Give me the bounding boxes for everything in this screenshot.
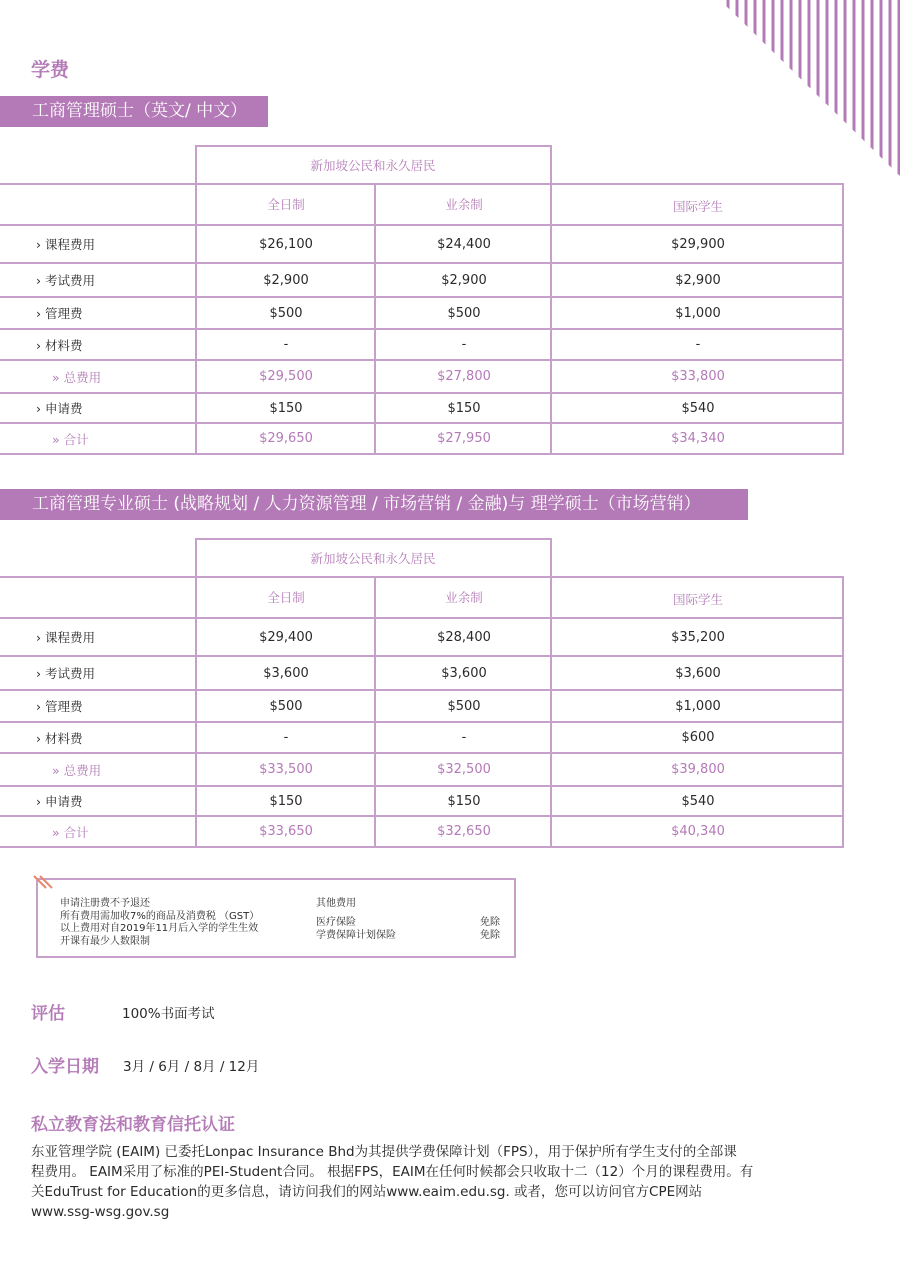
fee-cell: $2,900 xyxy=(263,272,309,288)
assessment-value: 100%书面考试 xyxy=(122,1006,215,1022)
fee-cell: $2,900 xyxy=(441,272,487,288)
fee-cell: - xyxy=(283,730,289,745)
fee-cell: $32,650 xyxy=(437,824,491,839)
intake-value: 3月 / 6月 / 8月 / 12月 xyxy=(123,1059,260,1075)
notes-box xyxy=(36,878,516,958)
note-line: 申请注册费不予退还 xyxy=(60,898,150,909)
fee-cell: $150 xyxy=(447,793,481,809)
notes-accent-icon xyxy=(32,874,58,894)
table-total-row xyxy=(0,424,844,453)
table-row xyxy=(0,264,844,296)
table-rule xyxy=(550,538,552,576)
fee-cell: $29,650 xyxy=(259,431,313,446)
fee-cell: $34,340 xyxy=(671,431,725,446)
table-total-row xyxy=(0,817,844,846)
assessment-label: 评估 xyxy=(31,1004,65,1024)
paragraph-line: 东亚管理学院 (EAIM) 已委托Lonpac Insurance Bhd为其提供学费保障计划（FPS），用于保护所有学生支付的全部课 xyxy=(31,1144,737,1160)
row-label: › 申请费 xyxy=(36,794,83,809)
fee-cell: $500 xyxy=(269,305,303,321)
row-label: » 合计 xyxy=(52,824,89,840)
paragraph-line: www.ssg-wsg.gov.sg xyxy=(31,1204,170,1220)
fee-cell: $3,600 xyxy=(441,665,487,681)
row-label: › 管理费 xyxy=(36,306,83,321)
table-row xyxy=(0,691,844,721)
row-label: › 材料费 xyxy=(36,730,83,746)
row-label: › 课程费用 xyxy=(36,630,95,645)
row-label: › 课程费用 xyxy=(36,237,95,252)
other-fee-value: 免除 xyxy=(480,930,500,941)
note-line: 所有费用需加收7%的商品及消费税 （GST） xyxy=(60,910,260,922)
other-fee-value: 免除 xyxy=(480,917,500,928)
fee-cell: $24,400 xyxy=(437,236,491,252)
column-header: 业余制 xyxy=(445,590,483,605)
table-row xyxy=(0,787,844,815)
fee-cell: $29,500 xyxy=(259,369,313,384)
row-label: › 申请费 xyxy=(36,401,83,416)
fee-cell: $150 xyxy=(269,793,303,809)
fee-cell: $35,200 xyxy=(671,629,725,645)
column-header: 全日制 xyxy=(267,590,305,605)
note-line: 开课有最少人数限制 xyxy=(60,935,150,947)
table-row xyxy=(0,619,844,655)
fee-table-mba xyxy=(0,145,844,453)
fee-cell: $27,950 xyxy=(437,431,491,446)
fee-cell: $500 xyxy=(269,698,303,714)
fee-cell: $40,340 xyxy=(671,824,725,839)
fee-cell: $3,600 xyxy=(263,665,309,681)
intake-label: 入学日期 xyxy=(31,1057,99,1077)
group-header: 新加坡公民和永久居民 xyxy=(310,551,436,566)
row-label: › 材料费 xyxy=(36,337,83,353)
table-rule xyxy=(0,846,844,848)
fee-cell: $39,800 xyxy=(671,762,725,777)
note-line: 以上费用对自2019年11月后入学的学生生效 xyxy=(60,923,259,934)
column-header: 业余制 xyxy=(445,197,483,212)
fee-cell: $500 xyxy=(447,305,481,321)
other-fee-label: 医疗保险 xyxy=(316,917,356,928)
fee-cell: $32,500 xyxy=(437,762,491,777)
other-fee-label: 学费保障计划保险 xyxy=(316,930,396,941)
fee-cell: $33,800 xyxy=(671,369,725,384)
notes-left-list xyxy=(60,898,259,948)
column-header: 国际学生 xyxy=(672,592,723,607)
fee-cell: - xyxy=(283,337,289,352)
table-total-row xyxy=(0,754,844,785)
table-row xyxy=(0,330,844,359)
table-row xyxy=(0,298,844,328)
fee-cell: $3,600 xyxy=(675,665,721,681)
fee-cell: $29,400 xyxy=(259,629,313,645)
column-header: 国际学生 xyxy=(672,199,723,214)
fee-cell: $33,500 xyxy=(259,762,313,777)
row-label: › 考试费用 xyxy=(36,273,95,288)
table-total-row xyxy=(0,361,844,392)
page-title: 学费 xyxy=(31,59,70,81)
table-row xyxy=(0,394,844,422)
fee-cell: - xyxy=(461,337,467,352)
fee-cell: $2,900 xyxy=(675,272,721,288)
column-header: 全日制 xyxy=(267,197,305,212)
fee-cell: $540 xyxy=(681,400,715,416)
fee-cell: $540 xyxy=(681,793,715,809)
fee-cell: $150 xyxy=(447,400,481,416)
accreditation-title: 私立教育法和教育信托认证 xyxy=(31,1115,235,1135)
fee-cell: - xyxy=(695,337,701,352)
row-label: › 考试费用 xyxy=(36,666,95,681)
table-rule xyxy=(550,145,552,183)
row-label: » 合计 xyxy=(52,431,89,447)
fee-cell: $28,400 xyxy=(437,629,491,645)
fee-cell: $1,000 xyxy=(675,305,721,321)
section-banner-specialised: 工商管理专业硕士 (战略规划 / 人力资源管理 / 市场营销 / 金融)与 理学硕士（市场营销） xyxy=(0,489,748,520)
fee-cell: - xyxy=(461,730,467,745)
section-banner-mba: 工商管理硕士（英文/ 中文） xyxy=(0,96,268,127)
row-label: › 管理费 xyxy=(36,699,83,714)
paragraph-line: 程费用。 EAIM采用了标准的PEI-Student合同。 根据FPS，EAIM在任何时候都会只收取十二（12）个月的课程费用。有 xyxy=(31,1164,754,1180)
fee-cell: $150 xyxy=(269,400,303,416)
fee-table-specialised xyxy=(0,538,844,846)
fee-cell: $500 xyxy=(447,698,481,714)
group-header: 新加坡公民和永久居民 xyxy=(310,158,436,173)
fee-cell: $29,900 xyxy=(671,236,725,252)
row-label: » 总费用 xyxy=(52,369,102,385)
other-fees-title: 其他费用 xyxy=(316,898,356,909)
row-label: » 总费用 xyxy=(52,762,102,778)
table-row xyxy=(0,226,844,262)
fee-cell: $600 xyxy=(681,730,715,745)
table-row xyxy=(0,657,844,689)
fee-cell: $33,650 xyxy=(259,824,313,839)
table-row xyxy=(0,723,844,752)
accreditation-paragraph xyxy=(31,1142,851,1222)
paragraph-line: 关EduTrust for Education的更多信息，请访问我们的网站www.eaim.edu.sg. 或者，您可以访问官方CPE网站 xyxy=(31,1184,703,1200)
fee-cell: $26,100 xyxy=(259,236,313,252)
fee-cell: $1,000 xyxy=(675,698,721,714)
fee-cell: $27,800 xyxy=(437,369,491,384)
table-rule xyxy=(0,453,844,455)
